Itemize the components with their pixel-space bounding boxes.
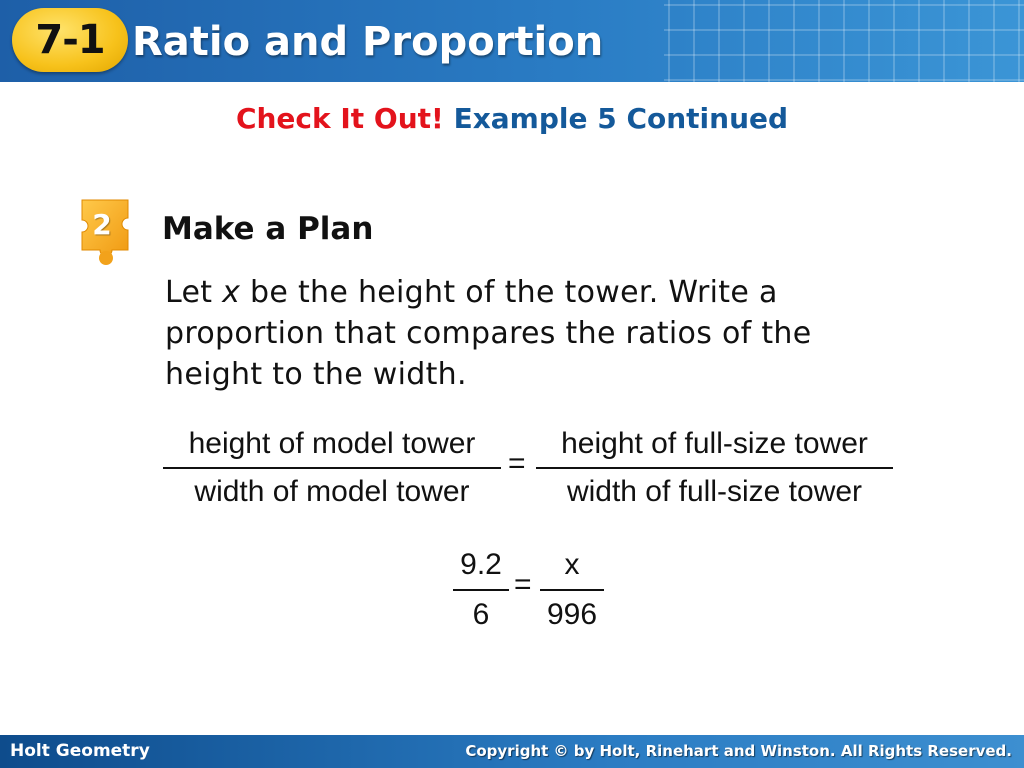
fraction-bar: [453, 589, 509, 591]
fraction-numeric-right: [540, 547, 604, 633]
variable-x: x: [222, 275, 241, 310]
slide-footer: [0, 735, 1024, 768]
example-label: Example 5 Continued: [453, 102, 789, 135]
slide-header: [0, 0, 1024, 82]
fraction-model-denominator: width of model tower: [194, 475, 470, 508]
check-it-out-label: Check It Out!: [235, 102, 444, 135]
fraction-bar: [163, 467, 501, 469]
instruction-line-3: height to the width.: [165, 357, 467, 392]
footer-copyright: Copyright © by Holt, Rinehart and Winston. All Rights Reserved.: [465, 742, 1012, 760]
fraction-model-numerator: height of model tower: [188, 427, 476, 460]
fraction-full-size: [536, 426, 893, 510]
footer-course-name: Holt Geometry: [10, 741, 150, 761]
numeric-left-denominator: 6: [472, 598, 490, 631]
fraction-full-size-denominator: width of full-size tower: [566, 475, 863, 508]
header-grid-pattern: [664, 0, 1024, 82]
step-number: 2: [92, 208, 112, 241]
slide-subtitle: [0, 100, 1024, 138]
equals-sign: =: [508, 447, 526, 480]
instruction-line-2: proportion that compares the ratios of the: [165, 316, 812, 351]
instruction-text: [165, 272, 925, 395]
lesson-badge: [12, 8, 128, 72]
instruction-line-1: Let x be the height of the tower. Write a: [165, 275, 778, 310]
fraction-model: [163, 426, 501, 510]
lesson-number: 7-1: [35, 17, 105, 63]
numeric-right-numerator: x: [564, 548, 580, 581]
numeric-left-numerator: 9.2: [460, 548, 502, 581]
equals-sign: =: [514, 568, 532, 601]
step-heading: Make a Plan: [162, 211, 374, 247]
fraction-bar: [536, 467, 893, 469]
fraction-bar: [540, 589, 604, 591]
fraction-numeric-left: [453, 547, 509, 633]
fraction-full-size-numerator: height of full-size tower: [561, 427, 868, 460]
lesson-title: Ratio and Proportion: [132, 19, 604, 65]
numeric-right-denominator: 996: [546, 598, 598, 631]
